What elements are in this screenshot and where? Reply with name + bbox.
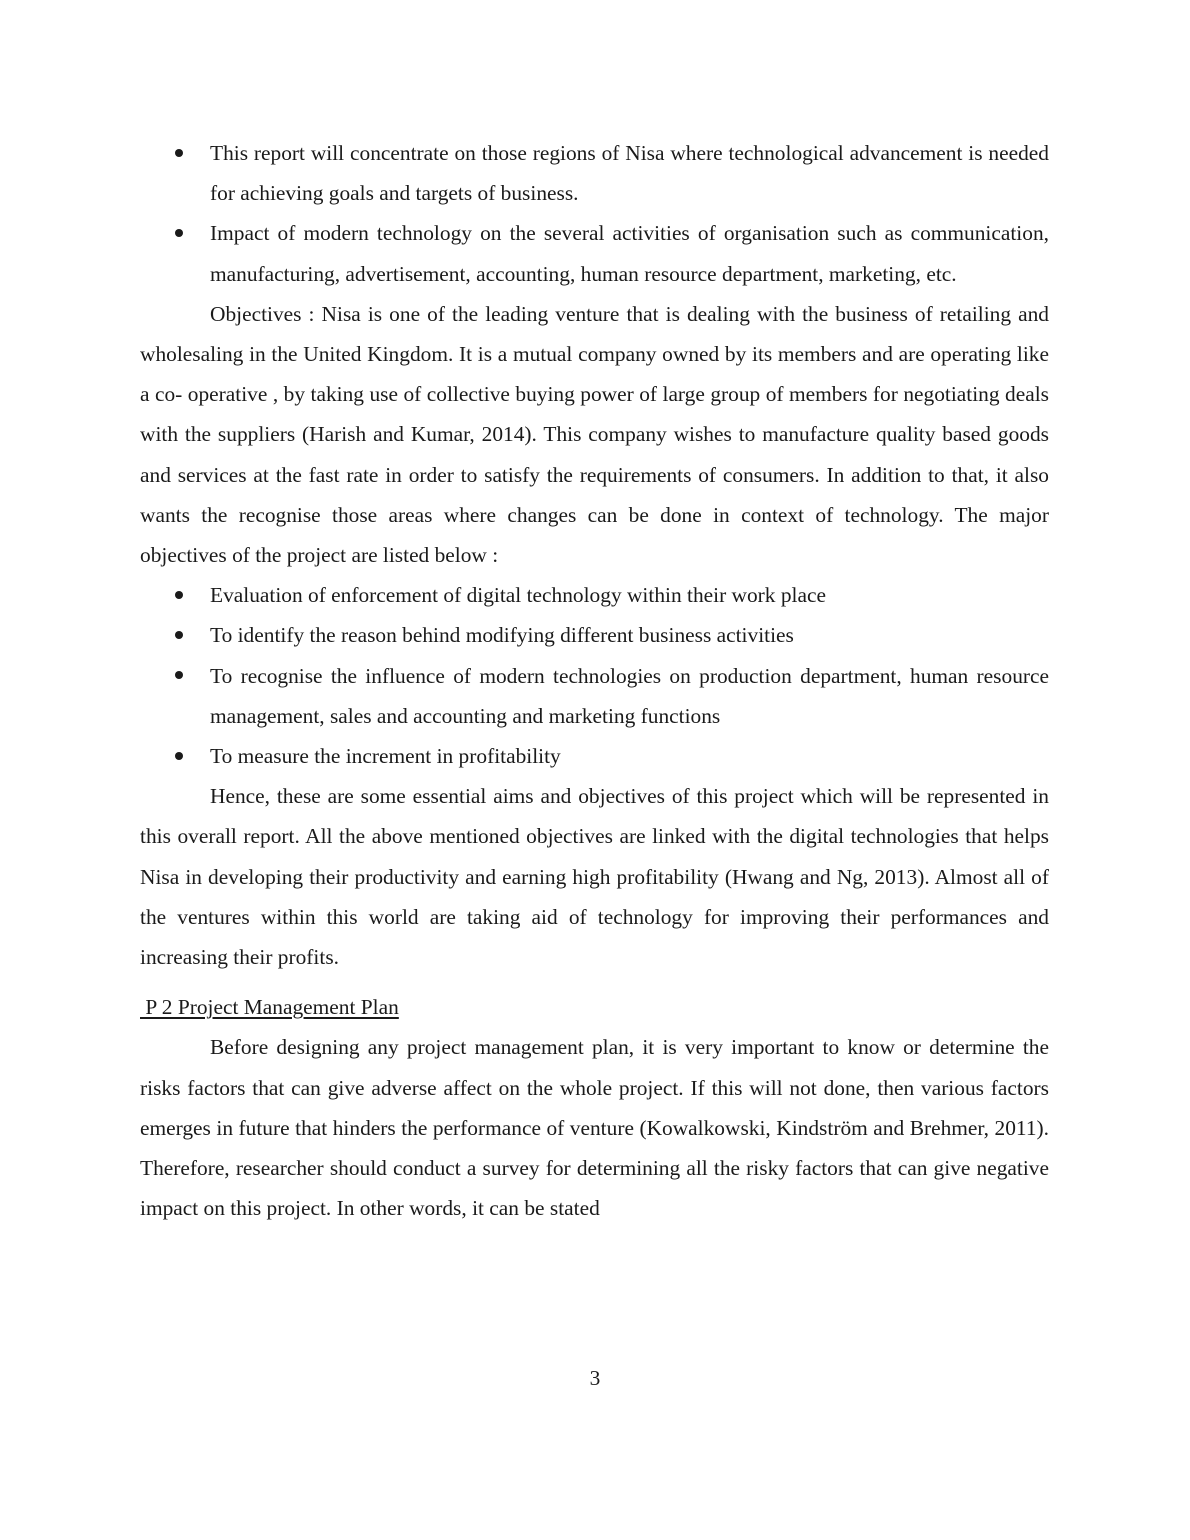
document-page	[140, 133, 1049, 1228]
bullet-icon	[175, 631, 183, 639]
summary-paragraph: Hence, these are some essential aims and objectives of this project which will be represented in this overall report. All the above mentioned objectives are linked with the digital technologies that helps Nisa in developing their productivity and earning high profitability (Hwang and Ng, 2013). Almost all of the ventures within this world are taking aid of technology for improving their performances and increasing their profits.	[140, 784, 1049, 970]
page-number: 3	[589, 1366, 601, 1390]
plan-paragraph: Before designing any project management plan, it is very important to know or determine the risks factors that can give adverse affect on the whole project. If this will not done, then various factors emerges in future that hinders the performance of venture (Kowalkowski, Kindström and Brehmer, 2011). Therefore, researcher should conduct a survey for determining all the risky factors that can give negative impact on this project. In other words, it can be stated	[140, 1035, 1049, 1221]
list-item	[140, 213, 1049, 293]
section-heading-text: P 2 Project Management Plan	[140, 995, 399, 1020]
list-item-text: Evaluation of enforcement of digital technology within their work place	[210, 583, 826, 608]
objectives-bullet-list	[140, 575, 1049, 776]
list-item	[140, 615, 1049, 655]
objectives-paragraph: Objectives : Nisa is one of the leading venture that is dealing with the business of retailing and wholesaling in the United Kingdom. It is a mutual company owned by its members and are operating like a co- operative , by taking use of collective buying power of large group of members for negotiating deals with the suppliers (Harish and Kumar, 2014). This company wishes to manufacture quality based goods and services at the fast rate in order to satisfy the requirements of consumers. In addition to that, it also wants the recognise those areas where changes can be done in context of technology. The major objectives of the project are listed below :	[140, 301, 1049, 568]
bullet-icon	[175, 229, 183, 237]
bullet-icon	[175, 149, 183, 157]
bullet-icon	[175, 752, 183, 760]
bullet-icon	[175, 591, 183, 599]
list-item	[140, 656, 1049, 736]
list-item-text: To measure the increment in profitability	[210, 744, 561, 769]
list-item	[140, 736, 1049, 776]
list-item-text: To identify the reason behind modifying different business activities	[210, 623, 794, 648]
list-item-text: This report will concentrate on those regions of Nisa where technological advancement is needed for achieving goals and targets of business.	[210, 141, 1049, 206]
list-item	[140, 575, 1049, 615]
section-heading	[140, 987, 1049, 1027]
list-item	[140, 133, 1049, 213]
list-item-text: Impact of modern technology on the several activities of organisation such as communication, manufacturing, advertisement, accounting, human resource department, marketing, etc.	[210, 221, 1049, 286]
list-item-text: To recognise the influence of modern technologies on production department, human resource management, sales and accounting and marketing functions	[210, 663, 1049, 728]
scope-bullet-list	[140, 133, 1049, 294]
bullet-icon	[175, 671, 183, 679]
